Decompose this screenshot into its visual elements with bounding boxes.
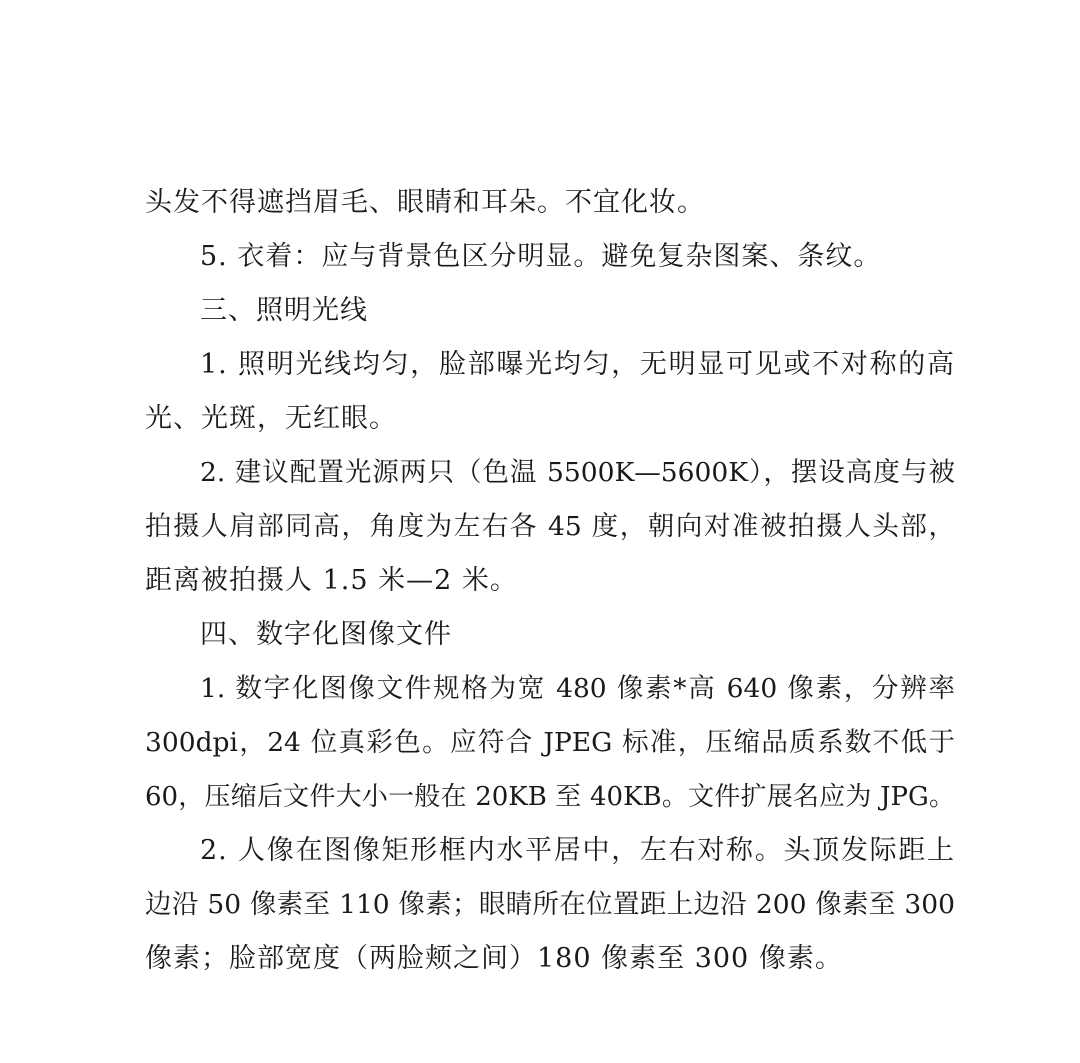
paragraph-line-file-2-cont: 边沿 50 像素至 110 像素；眼睛所在位置距上边沿 200 像素至 300: [145, 889, 955, 920]
section-heading-digital-file: 四、数字化图像文件: [200, 619, 452, 650]
section-heading-lighting: 三、照明光线: [200, 295, 368, 326]
paragraph-item-file-1: 1. 数字化图像文件规格为宽 480 像素*高 640 像素，分辨率: [200, 673, 955, 704]
paragraph-item-lighting-2: 2. 建议配置光源两只（色温 5500K—5600K），摆设高度与被: [200, 457, 955, 488]
paragraph-item-clothing: 5. 衣着：应与背景色区分明显。避免复杂图案、条纹。: [200, 241, 882, 272]
paragraph-item-lighting-1: 1. 照明光线均匀，脸部曝光均匀，无明显可见或不对称的高: [200, 349, 955, 380]
paragraph-line-hair: 头发不得遮挡眉毛、眼睛和耳朵。不宜化妆。: [145, 187, 705, 218]
paragraph-line-lighting-2-end: 距离被拍摄人 1.5 米—2 米。: [145, 565, 518, 596]
paragraph-item-file-2: 2. 人像在图像矩形框内水平居中，左右对称。头顶发际距上: [200, 835, 955, 866]
paragraph-line-file-1-end: 60，压缩后文件大小一般在 20KB 至 40KB。文件扩展名应为 JPG。: [145, 782, 955, 812]
paragraph-line-lighting-1-cont: 光、光斑，无红眼。: [145, 403, 397, 434]
paragraph-line-file-2-end: 像素；脸部宽度（两脸颊之间）180 像素至 300 像素。: [145, 943, 843, 974]
paragraph-line-lighting-2-cont: 拍摄人肩部同高，角度为左右各 45 度，朝向对准被拍摄人头部，: [145, 511, 955, 542]
paragraph-line-file-1-cont: 300dpi，24 位真彩色。应符合 JPEG 标准，压缩品质系数不低于: [145, 727, 955, 758]
